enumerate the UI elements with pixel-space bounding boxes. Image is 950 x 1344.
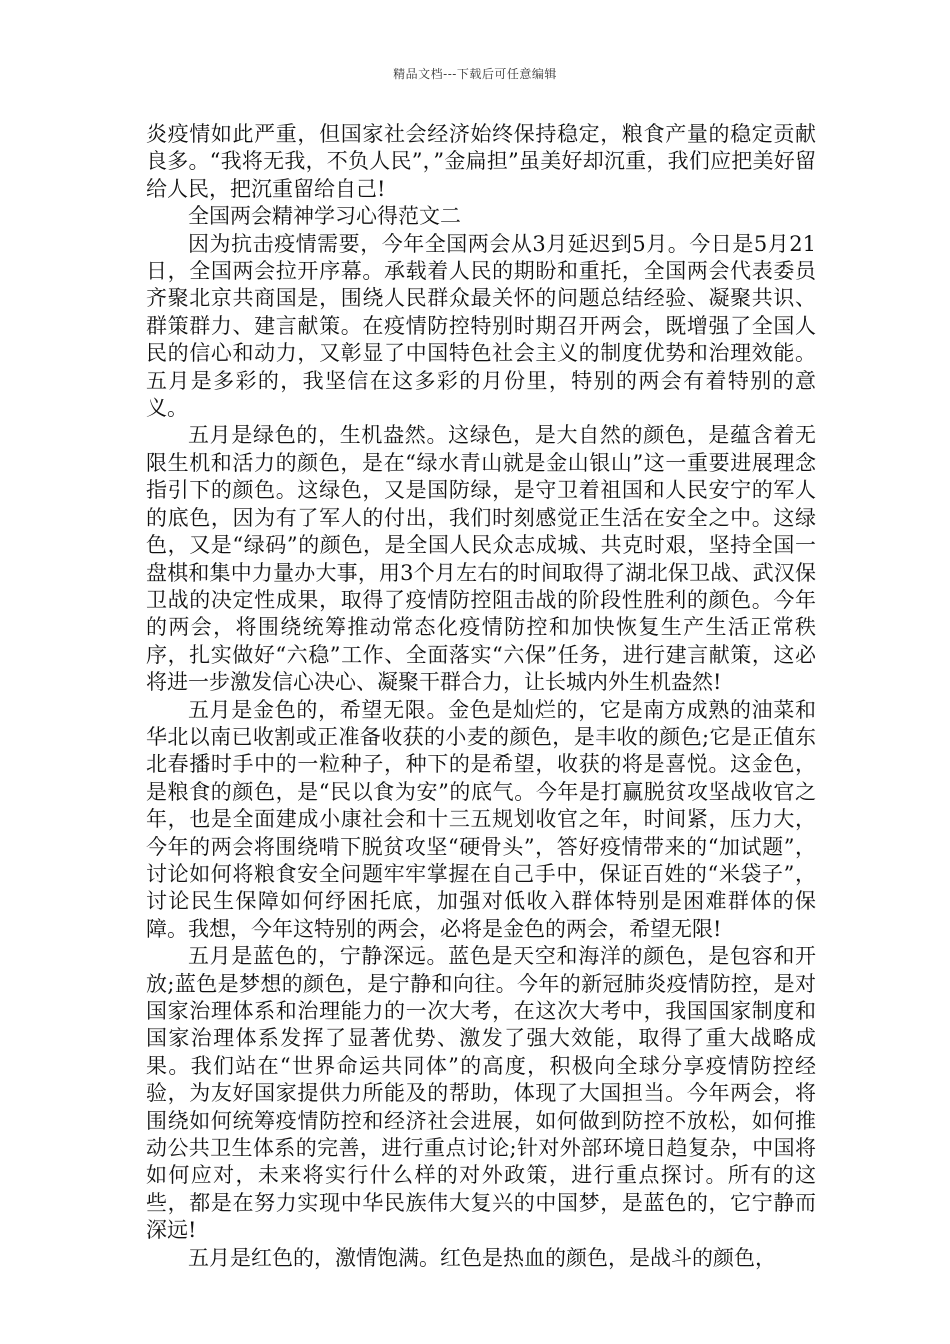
paragraph-intro: 因为抗击疫情需要，今年全国两会从3月延迟到5月。今日是5月21日，全国两会拉开序幕。承载着人民的期盼和重托，全国两会代表委员齐聚北京共商国是，围绕人民群众最关怀的问题总结经验、凝聚共识、群策群力、建言献策。在疫情防控特别时期召开两会，既增强了全国人民的信心和动力，又彰显了中国特色社会主义的制度优势和治理效能。五月是多彩的，我坚信在这多彩的月份里，特别的两会有着特别的意义。 xyxy=(146,231,816,421)
paragraph-continuation: 炎疫情如此严重，但国家社会经济始终保持稳定，粮食产量的稳定贡献良多。“我将无我，不负人民”，”金扁担”虽美好却沉重，我们应把美好留给人民，把沉重留给自己! xyxy=(146,122,816,201)
section-title: 全国两会精神学习心得范文二 xyxy=(188,204,461,229)
page-header: 精品文档---下载后可任意编辑 xyxy=(393,67,557,81)
paragraph-red: 五月是红色的，激情饱满。红色是热血的颜色，是战斗的颜色， xyxy=(188,1245,776,1270)
paragraph-blue: 五月是蓝色的，宁静深远。蓝色是天空和海洋的颜色，是包容和开放;蓝色是梦想的颜色，是宁静和向往。今年的新冠肺炎疫情防控，是对国家治理体系和治理能力的一次大考，在这次大考中，我国国家制度和国家治理体系发挥了显著优势、激发了强大效能，取得了重大战略成果。我们站在“世界命运共同体”的高度，积极向全球分享疫情防控经验，为友好国家提供力所能及的帮助，体现了大国担当。今年两会，将围绕如何统筹疫情防控和经济社会进展，如何做到防控不放松，如何推动公共卫生体系的完善，进行重点讨论;针对外部环境日趋复杂，中国将如何应对，未来将实行什么样的对外政策，进行重点探讨。所有的这些，都是在努力实现中华民族伟大复兴的中国梦，是蓝色的，它宁静而深远! xyxy=(146,944,816,1243)
paragraph-green: 五月是绿色的，生机盎然。这绿色，是大自然的颜色，是蕴含着无限生机和活力的颜色，是在“绿水青山就是金山银山”这一重要进展理念指引下的颜色。这绿色，又是国防绿，是守卫着祖国和人民安宁的军人的底色，因为有了军人的付出，我们时刻感觉正生活在安全之中。这绿色，又是“绿码”的颜色，是全国人民众志成城、共克时艰，坚持全国一盘棋和集中力量办大事，用3个月左右的时间取得了湖北保卫战、武汉保卫战的决定性成果，取得了疫情防控阻击战的阶段性胜利的颜色。今年的两会，将围绕统筹推动常态化疫情防控和加快恢复生产生活正常秩序，扎实做好“六稳”工作、全面落实“六保”任务，进行建言献策，这必将进一步激发信心决心、凝聚干群合力，让长城内外生机盎然! xyxy=(146,423,816,695)
paragraph-gold: 五月是金色的，希望无限。金色是灿烂的，它是南方成熟的油菜和华北以南已收割或正准备收获的小麦的颜色，是丰收的颜色;它是正值东北春播时手中的一粒种子，种下的是希望，收获的将是喜悦。这金色，是粮食的颜色，是“民以食为安”的底气。今年是打赢脱贫攻坚战收官之年，也是全面建成小康社会和十三五规划收官之年，时间紧，压力大，今年的两会将围绕啃下脱贫攻坚“硬骨头”，答好疫情带来的“加试题”，讨论如何将粮食安全问题牢牢掌握在自己手中，保证百姓的“米袋子”，讨论民生保障如何纾困托底，加强对低收入群体特别是困难群体的保障。我想，今年这特别的两会，必将是金色的两会，希望无限! xyxy=(146,697,816,941)
document-body xyxy=(146,121,816,1272)
